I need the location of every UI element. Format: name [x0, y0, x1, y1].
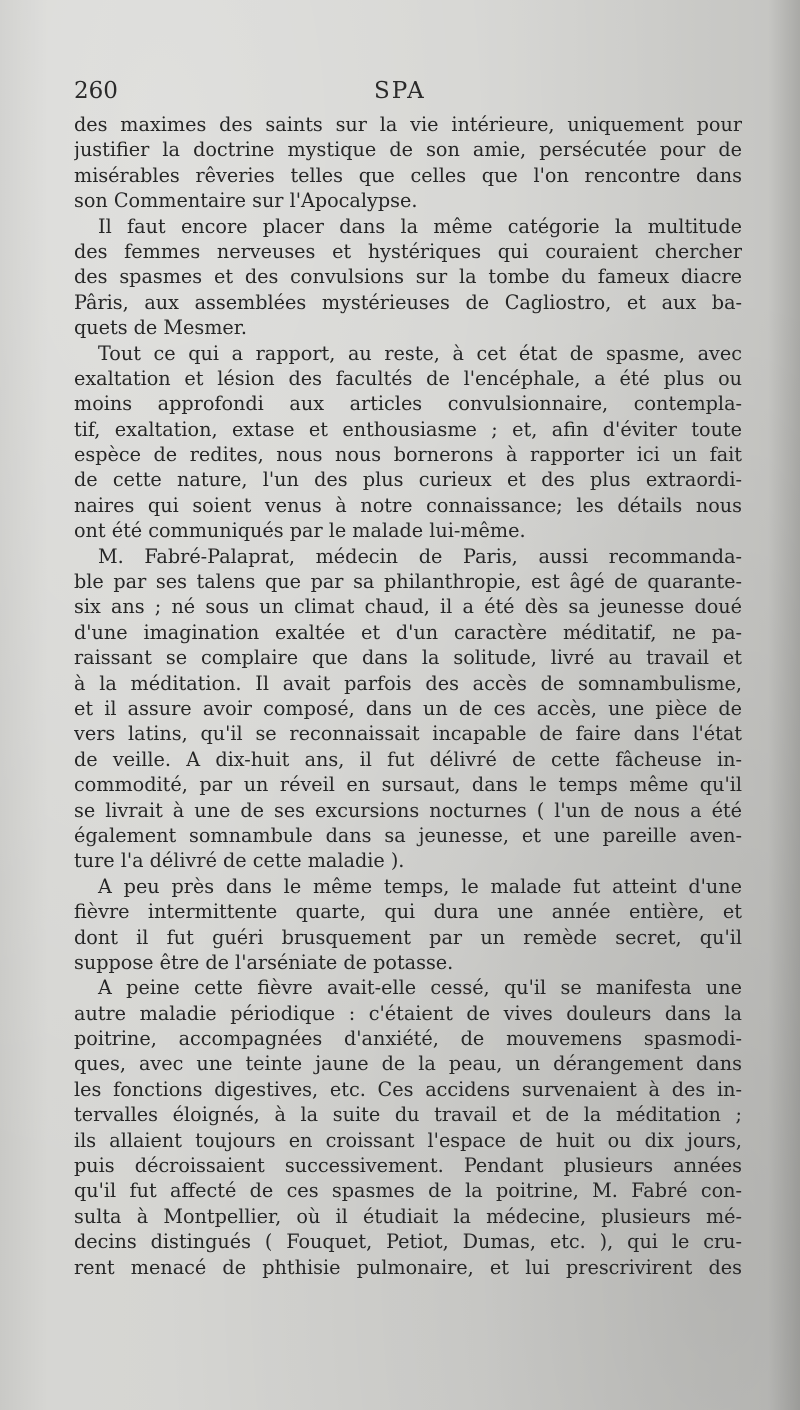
text-line: commodité, par un réveil en sursaut, dans le temps même qu'il: [74, 773, 742, 797]
text-line: puis décroissaient successivement. Pendant plusieurs années: [74, 1154, 742, 1178]
text-line: fièvre intermittente quarte, qui dura une année entière, et: [74, 900, 742, 924]
text-line: également somnambule dans sa jeunesse, et une pareille aven-: [74, 823, 742, 847]
text-line: A peu près dans le même temps, le malade fut atteint d'une: [98, 874, 742, 898]
text-line: A peine cette fièvre avait-elle cessé, qu'il se manifesta une: [98, 976, 742, 1000]
page-header: [74, 78, 742, 108]
text-line: les fonctions digestives, etc. Ces accidens survenaient à des in-: [74, 1077, 742, 1101]
text-line: decins distingués ( Fouquet, Petiot, Dumas, etc. ), qui le cru-: [74, 1230, 742, 1254]
page-number: 260: [74, 78, 118, 104]
text-line: exaltation et lésion des facultés de l'encéphale, a été plus ou: [74, 366, 742, 390]
text-line: ils allaient toujours en croissant l'espace de huit ou dix jours,: [74, 1128, 742, 1152]
text-line: naires qui soient venus à notre connaissance; les détails nous: [74, 493, 742, 517]
text-line: ont été communiqués par le malade lui-même.: [74, 519, 526, 543]
text-line: son Commentaire sur l'Apocalypse.: [74, 189, 418, 213]
text-line: misérables rêveries telles que celles que l'on rencontre dans: [74, 163, 742, 187]
text-line: des femmes nerveuses et hystériques qui couraient chercher: [74, 239, 742, 263]
text-line: ques, avec une teinte jaune de la peau, un dérangement dans: [74, 1052, 742, 1076]
text-line: qu'il fut affecté de ces spasmes de la poitrine, M. Fabré con-: [74, 1179, 742, 1203]
text-line: Pâris, aux assemblées mystérieuses de Cagliostro, et aux ba-: [74, 290, 742, 314]
text-line: de cette nature, l'un des plus curieux et des plus extraordi-: [74, 468, 742, 492]
text-line: et il assure avoir composé, dans un de ces accès, une pièce de: [74, 696, 742, 720]
text-line: six ans ; né sous un climat chaud, il a été dès sa jeunesse doué: [74, 595, 742, 619]
text-line: M. Fabré-Palaprat, médecin de Paris, aussi recommanda-: [98, 544, 742, 568]
text-line: sulta à Montpellier, où il étudiait la médecine, plusieurs mé-: [74, 1204, 742, 1228]
text-line: autre maladie périodique : c'étaient de vives douleurs dans la: [74, 1001, 742, 1025]
text-line: justifier la doctrine mystique de son amie, persécutée pour de: [74, 138, 742, 162]
text-line: des maximes des saints sur la vie intérieure, uniquement pour: [74, 113, 742, 136]
text-line: suppose être de l'arséniate de potasse.: [74, 950, 454, 974]
text-line: ture l'a délivré de cette maladie ).: [74, 849, 405, 873]
text-line: se livrait à une de ses excursions nocturnes ( l'un de nous a été: [74, 798, 742, 822]
body-text: [74, 112, 742, 1280]
text-line: à la méditation. Il avait parfois des accès de somnambulisme,: [74, 671, 742, 695]
text-line: rent menacé de phthisie pulmonaire, et lui prescrivirent des: [74, 1255, 742, 1279]
text-line: tif, exaltation, extase et enthousiasme ; et, afin d'éviter toute: [74, 417, 742, 441]
text-line: raissant se complaire que dans la solitude, livré au travail et: [74, 646, 742, 670]
text-line: tervalles éloignés, à la suite du travail et de la méditation ;: [74, 1103, 742, 1127]
text-line: vers latins, qu'il se reconnaissait incapable de faire dans l'état: [74, 722, 742, 746]
running-title: SPA: [374, 78, 426, 104]
text-line: dont il fut guéri brusquement par un remède secret, qu'il: [74, 925, 742, 949]
text-line: des spasmes et des convulsions sur la tombe du fameux diacre: [74, 265, 742, 289]
text-line: Tout ce qui a rapport, au reste, à cet état de spasme, avec: [98, 341, 742, 365]
text-line: quets de Mesmer.: [74, 316, 247, 340]
text-line: moins approfondi aux articles convulsionnaire, contempla-: [74, 392, 742, 416]
text-line: de veille. A dix-huit ans, il fut délivré de cette fâcheuse in-: [74, 747, 742, 771]
text-line: ble par ses talens que par sa philanthropie, est âgé de quarante-: [74, 570, 742, 594]
text-line: espèce de redites, nous nous bornerons à rapporter ici un fait: [74, 443, 742, 467]
text-line: poitrine, accompagnées d'anxiété, de mouvemens spasmodi-: [74, 1027, 742, 1051]
text-line: Il faut encore placer dans la même catégorie la multitude: [98, 214, 742, 238]
text-line: d'une imagination exaltée et d'un caractère méditatif, ne pa-: [74, 620, 742, 644]
